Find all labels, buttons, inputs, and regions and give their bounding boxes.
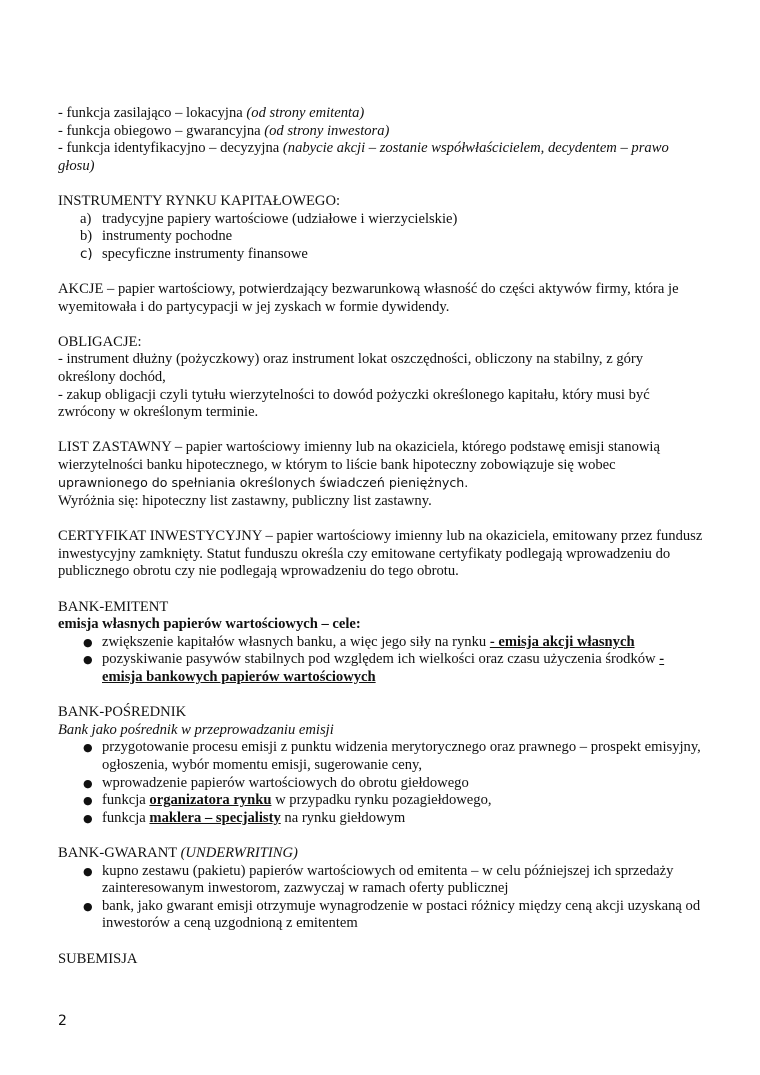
bank-emitent-list: [58, 634, 703, 687]
list-item: ● pozyskiwanie pasywów stabilnych pod względem ich wielkości oraz czasu użyczenia środków - emisja bankowych papierów wartościowych: [83, 651, 665, 685]
obligacje-line-1: - instrument dłużny (pożyczkowy) oraz instrument lokat oszczędności, obliczony na stabilny, z góry określony dochód,: [58, 351, 644, 385]
bullet-icon: ●: [83, 776, 93, 790]
function-line-1: - funkcja zasilająco – lokacyjna (od strony emitenta): [58, 105, 365, 121]
bullet-icon: ●: [83, 864, 93, 878]
bullet-icon: ●: [83, 811, 93, 825]
bank-posrednik-list: [58, 739, 703, 827]
page-number: 2: [58, 1013, 67, 1029]
obligacje-heading: OBLIGACJE:: [58, 333, 142, 350]
bank-emitent-subheading: emisja własnych papierów wartościowych – cele:: [58, 616, 361, 633]
list-item: ● zwiększenie kapitałów własnych banku, a więc jego siły na rynku - emisja akcji własnych: [83, 633, 635, 650]
obligacje-line-2: - zakup obligacji czyli tytułu wierzytelności to dowód pożyczki określonego kapitału, który musi być zwrócony w określonym terminie.: [58, 386, 650, 421]
bank-emitent-heading: BANK-EMITENT: [58, 598, 169, 615]
list-item: ● wprowadzenie papierów wartościowych do obrotu giełdowego: [83, 774, 469, 791]
document-page: [58, 105, 703, 968]
subemisja-heading: SUBEMISJA: [58, 950, 138, 967]
list-item: ● funkcja maklera – specjalisty na rynku giełdowym: [83, 809, 406, 826]
instruments-heading: INSTRUMENTY RYNKU KAPITAŁOWEGO:: [58, 192, 341, 209]
function-line-2: - funkcja obiegowo – gwarancyjna (od strony inwestora): [58, 122, 390, 139]
akcje-definition: AKCJE – papier wartościowy, potwierdzający bezwarunkową własność do części aktywów firmy, która je wyemitowała i do partycypacji w jej zyskach w formie dywidendy.: [58, 280, 679, 315]
list-zastawny-types: Wyróżnia się: hipoteczny list zastawny, publiczny list zastawny.: [58, 493, 432, 510]
bullet-icon: ●: [83, 635, 93, 649]
bullet-icon: ●: [83, 653, 93, 667]
list-item: ● kupno zestawu (pakietu) papierów wartościowych od emitenta – w celu późniejszej ich sprzedaży zainteresowanym inwestorom, zazwyczaj w ramach oferty publicznej: [83, 862, 674, 897]
list-item: ● funkcja organizatora rynku w przypadku rynku pozagiełdowego,: [83, 792, 492, 809]
list-item: ● przygotowanie procesu emisji z punktu widzenia merytorycznego oraz prawnego – prospekt emisyjny, ogłoszenia, wybór momentu emisji, sugerowanie ceny,: [83, 739, 701, 773]
bullet-icon: ●: [83, 741, 93, 755]
bank-posrednik-subheading: Bank jako pośrednik w przeprowadzaniu emisji: [58, 721, 334, 738]
list-item: ● bank, jako gwarant emisji otrzymuje wynagrodzenie w postaci różnicy między ceną akcji uzyskaną od inwestorów a ceną uzgodnioną z emitentem: [83, 897, 701, 932]
list-zastawny-definition: LIST ZASTAWNY – papier wartościowy imienny lub na okaziciela, którego podstawę emisji stanowią wierzytelności banku hipotecznego, w którym to liście bank hipoteczny zobowiązuje się wobec uprawnionego do spełniania określonych świadczeń pieniężnych.: [58, 439, 660, 491]
list-item: b) instrumenty pochodne: [80, 228, 233, 245]
bullet-icon: ●: [83, 794, 93, 808]
bullet-icon: ●: [83, 899, 93, 913]
bank-posrednik-heading: BANK-POŚREDNIK: [58, 704, 187, 721]
list-item: a) tradycyjne papiery wartościowe (udziałowe i wierzycielskie): [80, 210, 458, 227]
list-item: c) specyficzne instrumenty finansowe: [80, 245, 308, 262]
function-line-3: - funkcja identyfikacyjno – decyzyjna (nabycie akcji – zostanie współwłaścicielem, decydentem – prawo głosu): [58, 140, 669, 174]
certyfikat-definition: CERTYFIKAT INWESTYCYJNY – papier wartościowy imienny lub na okaziciela, emitowany przez fundusz inwestycyjny zamknięty. Statut funduszu określa czy emitowane certyfikaty podlegają wprowadzeniu do publicznego obrotu czy nie podlegają wprowadzeniu do tego obrotu.: [58, 528, 703, 580]
instruments-list: [58, 211, 703, 264]
bank-gwarant-list: [58, 863, 703, 933]
bank-gwarant-heading: BANK-GWARANT (UNDERWRITING): [58, 844, 298, 861]
